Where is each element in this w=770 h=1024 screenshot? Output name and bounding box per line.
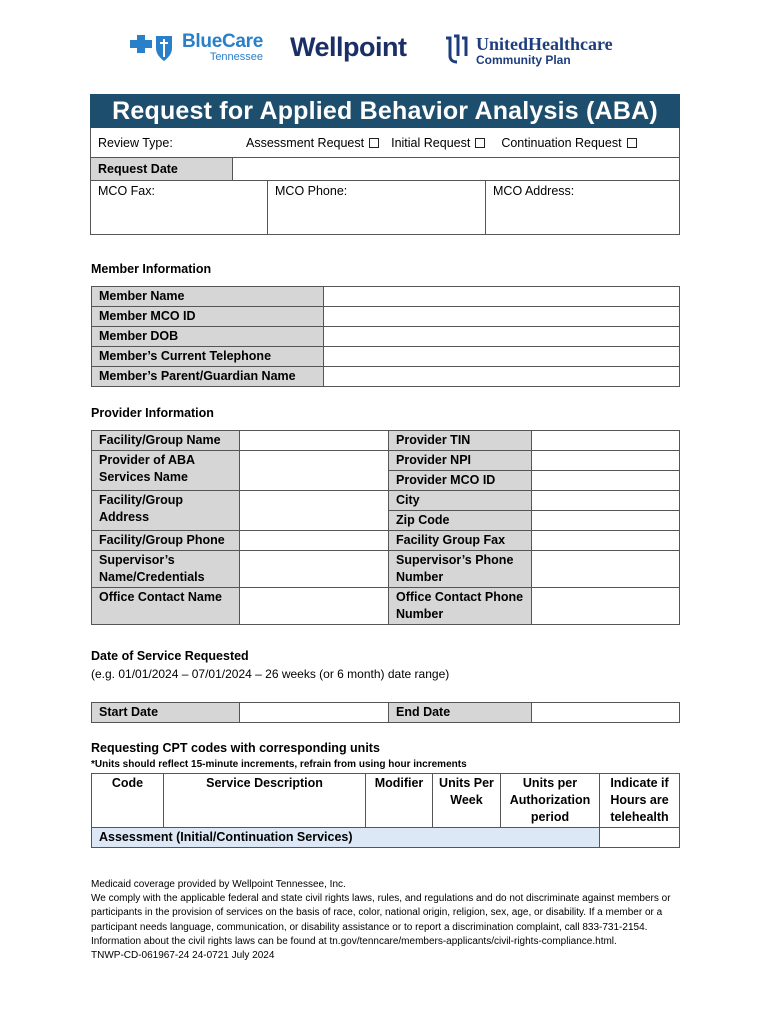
mco-address-cell[interactable] (486, 181, 679, 234)
table-row (92, 451, 680, 471)
cpt-section-title: Requesting CPT codes with corresponding units (91, 741, 380, 755)
provider-table (91, 430, 680, 625)
member-telephone-input[interactable] (324, 347, 680, 367)
continuation-request-checkbox[interactable] (627, 138, 637, 148)
footer-civil-rights: We comply with the applicable federal and state civil rights laws, rules, and regulations and do not discriminate against members or participants in the provision of services on the basis of race, color, national origin, religion, sex, age, or disability. If a member or a participant needs language, communication, or disability assistance or to report a discrimination complaint, call 833-731-2154. Information about the civil rights laws can be found at tn.gov/tenncare/members-applicants/civil-rights-compliance.html. (91, 893, 671, 947)
assessment-telehealth-input[interactable] (600, 828, 680, 848)
cpt-units-note: *Units should reflect 15-minute increments, refrain from using hour increments (91, 759, 467, 770)
service-description-header: Service Description (164, 774, 366, 828)
supervisor-phone-label: Supervisor’s Phone Number (389, 551, 532, 588)
provider-tin-label: Provider TIN (389, 431, 532, 451)
facility-group-fax-label: Facility Group Fax (389, 531, 532, 551)
facility-group-address-label: Facility/Group Address (92, 491, 240, 531)
member-telephone-label: Member’s Current Telephone (92, 347, 324, 367)
mco-address-label: MCO Address: (493, 184, 575, 198)
end-date-label: End Date (389, 703, 532, 723)
facility-group-name-label: Facility/Group Name (92, 431, 240, 451)
table-row (92, 431, 680, 451)
continuation-request-label: Continuation Request (501, 136, 622, 150)
provider-npi-label: Provider NPI (389, 451, 532, 471)
facility-group-phone-label: Facility/Group Phone (92, 531, 240, 551)
request-date-label: Request Date (91, 158, 233, 180)
table-row (92, 367, 680, 387)
uhc-name: UnitedHealthcare (476, 33, 613, 54)
code-header: Code (92, 774, 164, 828)
provider-aba-services-input[interactable] (240, 451, 389, 491)
mco-phone-cell[interactable] (268, 181, 486, 234)
request-header (90, 94, 680, 235)
member-dob-input[interactable] (324, 327, 680, 347)
service-dates-section-title: Date of Service Requested (91, 649, 249, 663)
zip-code-label: Zip Code (389, 511, 532, 531)
footer-coverage: Medicaid coverage provided by Wellpoint Tennessee, Inc. (91, 879, 346, 890)
uhc-sub: Community Plan (476, 52, 571, 67)
city-input[interactable] (532, 491, 680, 511)
member-section-title: Member Information (91, 262, 212, 276)
assessment-request-checkbox[interactable] (369, 138, 379, 148)
footer (91, 878, 681, 963)
start-date-label: Start Date (92, 703, 240, 723)
table-row (92, 347, 680, 367)
request-date-row (90, 158, 680, 181)
member-table (91, 286, 680, 387)
member-mco-id-label: Member MCO ID (92, 307, 324, 327)
table-row (92, 531, 680, 551)
facility-group-fax-input[interactable] (532, 531, 680, 551)
table-row (92, 307, 680, 327)
office-contact-phone-input[interactable] (532, 588, 680, 625)
facility-group-name-input[interactable] (240, 431, 389, 451)
wellpoint-logo (290, 32, 407, 63)
table-row (92, 588, 680, 625)
service-dates-table (91, 702, 680, 723)
mco-phone-label: MCO Phone: (275, 184, 348, 198)
blue-cross-shield-icon (122, 33, 178, 63)
provider-section-title: Provider Information (91, 406, 214, 420)
service-dates-example: (e.g. 01/01/2024 – 07/01/2024 – 26 weeks (or 6 month) date range) (91, 667, 450, 681)
office-contact-phone-label: Office Contact Phone Number (389, 588, 532, 625)
table-row (92, 491, 680, 511)
member-guardian-input[interactable] (324, 367, 680, 387)
member-dob-label: Member DOB (92, 327, 324, 347)
telehealth-header: Indicate if Hours are telehealth (600, 774, 680, 828)
facility-group-phone-input[interactable] (240, 531, 389, 551)
units-per-week-header: Units Per Week (433, 774, 501, 828)
initial-request-option[interactable] (391, 136, 485, 150)
bluecare-sub: Tennessee (209, 51, 264, 63)
initial-request-label: Initial Request (391, 136, 471, 150)
provider-aba-services-label: Provider of ABA Services Name (92, 451, 240, 491)
footer-doc-id: TNWP-CD-061967-24 24-0721 July 2024 (91, 950, 275, 962)
member-name-input[interactable] (324, 287, 680, 307)
assessment-row-label: Assessment (Initial/Continuation Services) (92, 828, 600, 848)
logo-bar (0, 28, 770, 72)
bluecare-name: BlueCare (182, 31, 264, 52)
provider-npi-input[interactable] (532, 451, 680, 471)
office-contact-name-label: Office Contact Name (92, 588, 240, 625)
page-title: Request for Applied Behavior Analysis (ABA) (90, 94, 680, 128)
table-row (92, 551, 680, 588)
continuation-request-option[interactable] (501, 136, 636, 150)
table-row (92, 287, 680, 307)
mco-fax-label: MCO Fax: (98, 184, 155, 198)
uhc-logo (444, 34, 613, 66)
facility-group-address-input[interactable] (240, 491, 389, 531)
initial-request-checkbox[interactable] (475, 138, 485, 148)
table-row (92, 828, 680, 848)
review-type-label: Review Type: (98, 136, 173, 150)
table-row (92, 327, 680, 347)
start-date-input[interactable] (240, 703, 389, 723)
assessment-request-label: Assessment Request (246, 136, 365, 150)
wellpoint-name: Wellpoint (290, 32, 407, 62)
provider-tin-input[interactable] (532, 431, 680, 451)
provider-mco-id-label: Provider MCO ID (389, 471, 532, 491)
cpt-table (91, 773, 680, 848)
end-date-input[interactable] (532, 703, 680, 723)
assessment-request-option[interactable] (246, 136, 379, 150)
member-guardian-label: Member’s Parent/Guardian Name (92, 367, 324, 387)
modifier-header: Modifier (366, 774, 433, 828)
supervisor-name-label: Supervisor’s Name/Credentials (92, 551, 240, 588)
review-type-row (90, 128, 680, 158)
supervisor-name-input[interactable] (240, 551, 389, 588)
zip-code-input[interactable] (532, 511, 680, 531)
provider-mco-id-input[interactable] (532, 471, 680, 491)
bluecare-logo (122, 32, 263, 63)
table-row (92, 703, 680, 723)
office-contact-name-input[interactable] (240, 588, 389, 625)
city-label: City (389, 491, 532, 511)
supervisor-phone-input[interactable] (532, 551, 680, 588)
member-mco-id-input[interactable] (324, 307, 680, 327)
member-name-label: Member Name (92, 287, 324, 307)
mco-row (90, 181, 680, 235)
units-per-authorization-header: Units per Authorization period (501, 774, 600, 828)
cpt-header-row (92, 774, 680, 828)
mco-fax-cell[interactable] (91, 181, 268, 234)
uhc-u-icon (444, 34, 470, 66)
